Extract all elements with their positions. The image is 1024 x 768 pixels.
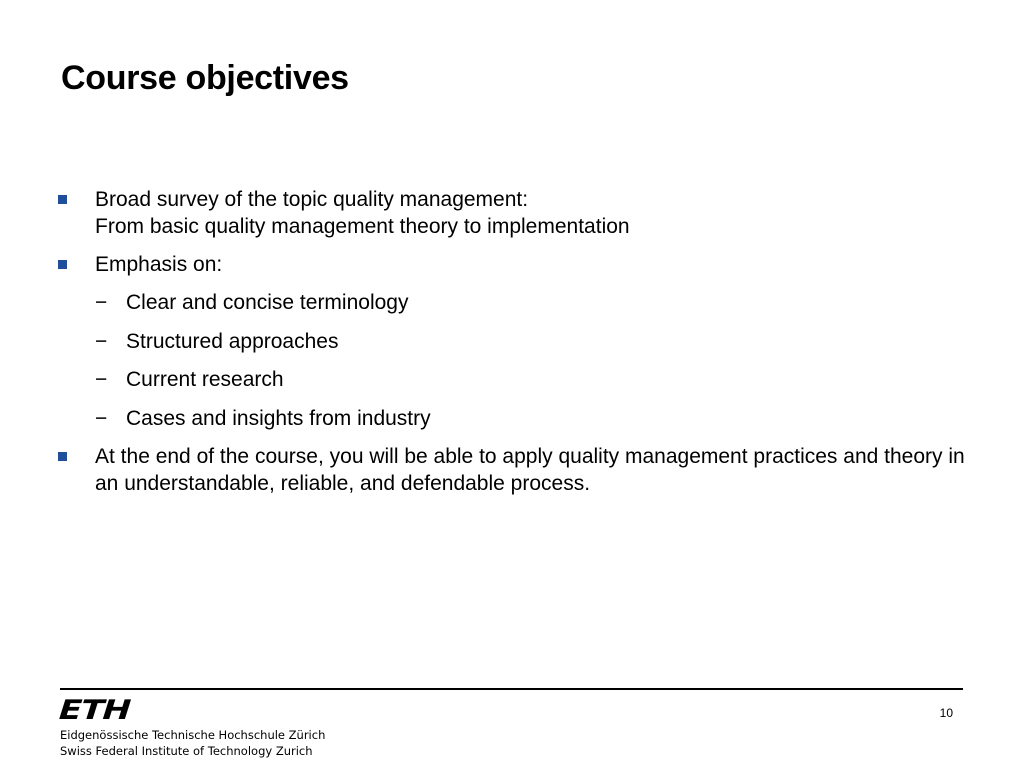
slide-title: Course objectives	[61, 59, 349, 97]
square-bullet-icon	[58, 260, 67, 269]
sub-bullet-list	[95, 289, 966, 432]
bullet-list	[56, 186, 966, 508]
dash-bullet-icon: −	[95, 329, 108, 353]
institution-name-de: Eidgenössische Technische Hochschule Zürich	[60, 728, 326, 742]
bullet-item-outcome	[56, 443, 966, 497]
sub-bullet-text: Structured approaches	[126, 329, 339, 353]
bullet-item-survey	[56, 186, 966, 240]
institution-name-en: Swiss Federal Institute of Technology Zurich	[60, 744, 313, 758]
sub-bullet-text: Current research	[126, 368, 284, 391]
page-number: 10	[939, 706, 953, 720]
bullet-text: At the end of the course, you will be able to apply quality management practices and theory in an understandable, reliable, and defendable process.	[95, 445, 965, 495]
bullet-text-line: From basic quality management theory to implementation	[95, 215, 630, 238]
dash-bullet-icon: −	[95, 291, 108, 314]
bullet-text-line: Broad survey of the topic quality management:	[95, 188, 529, 211]
eth-logo	[58, 695, 326, 759]
sub-bullet-item	[95, 405, 966, 432]
sub-bullet-text: Cases and insights from industry	[126, 406, 431, 430]
sub-bullet-item	[95, 289, 966, 316]
dash-bullet-icon: −	[95, 406, 108, 430]
bullet-item-emphasis	[56, 251, 966, 432]
bullet-text: Emphasis on:	[95, 253, 223, 276]
square-bullet-icon	[58, 452, 67, 461]
footer-divider	[60, 688, 963, 690]
sub-bullet-item	[95, 328, 966, 355]
sub-bullet-item	[95, 366, 966, 393]
sub-bullet-text: Clear and concise terminology	[126, 291, 409, 314]
square-bullet-icon	[58, 195, 67, 204]
dash-bullet-icon: −	[95, 368, 108, 391]
eth-logo-mark: ETH	[58, 695, 131, 726]
